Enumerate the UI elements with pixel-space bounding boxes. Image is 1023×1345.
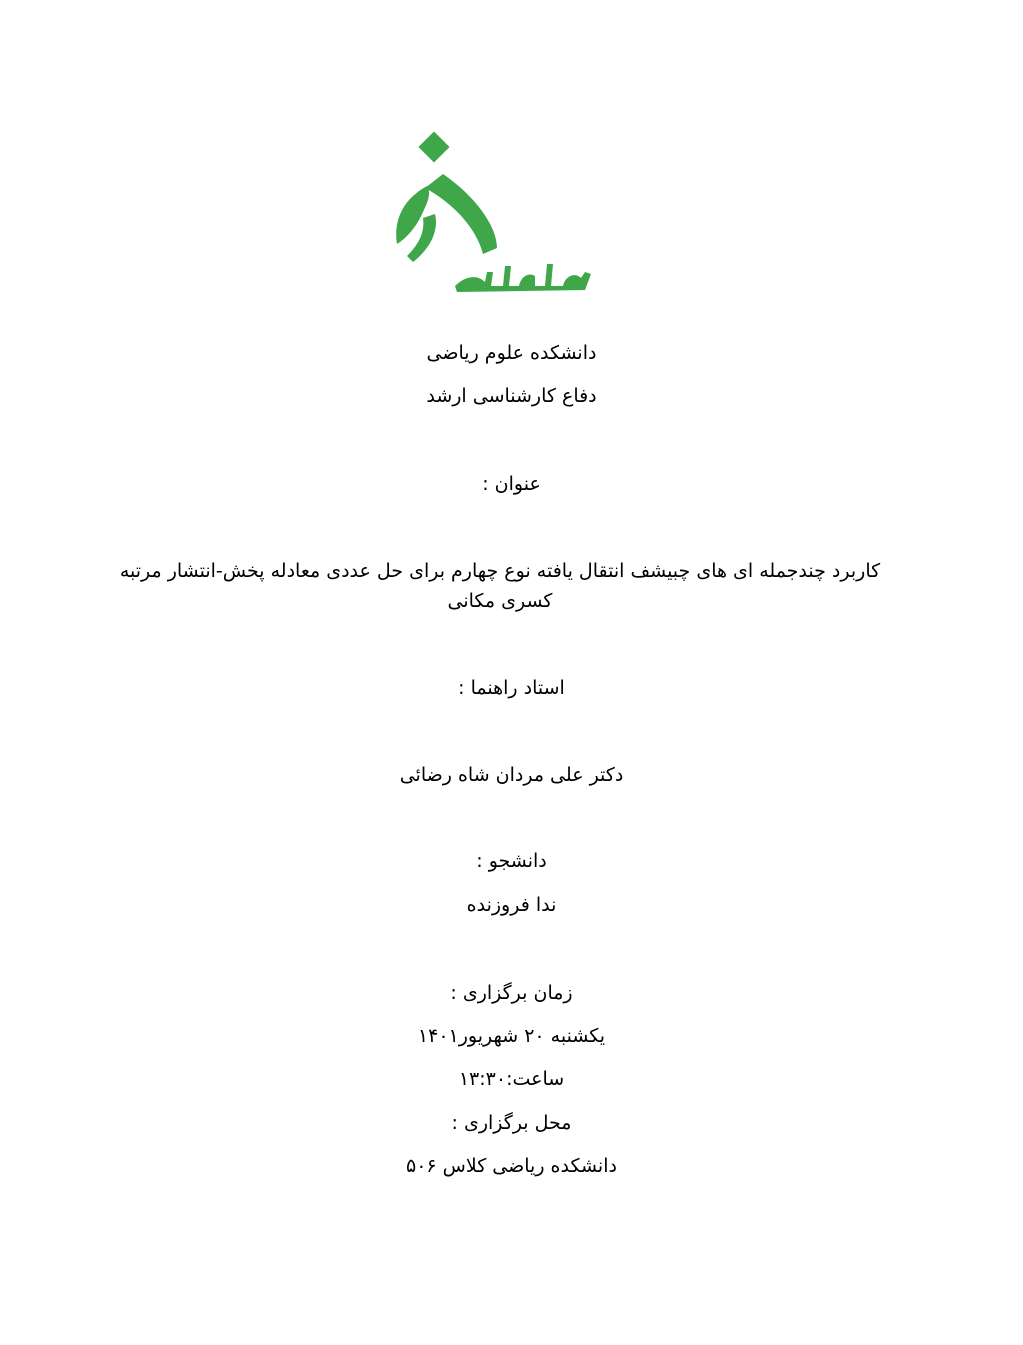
university-logo — [385, 126, 610, 301]
logo-stroke — [425, 174, 497, 254]
student-name: ندا فروزنده — [466, 894, 557, 916]
logo-script — [455, 264, 591, 292]
defense-hour: ساعت:۱۳:۳۰ — [458, 1068, 565, 1090]
thesis-title: کاربرد چندجمله ای های چبیشف انتقال یافته نوع چهارم برای حل عددی معادله پخش-انتشار مرتبه کسری مکانی — [119, 560, 881, 612]
place-label: محل برگزاری : — [451, 1112, 572, 1134]
logo-dot — [418, 131, 449, 162]
title-label: عنوان : — [482, 473, 541, 495]
defense-date: یکشنبه ۲۰ شهریور۱۴۰۱ — [417, 1025, 606, 1047]
event-type: دفاع کارشناسی ارشد — [426, 385, 597, 407]
supervisor-label: استاد راهنما : — [458, 677, 565, 699]
time-label: زمان برگزاری : — [450, 982, 573, 1004]
faculty-name: دانشکده علوم ریاضی — [426, 342, 597, 364]
supervisor-name: دکتر علی مردان شاه رضائی — [399, 764, 624, 786]
defense-place: دانشکده ریاضی کلاس ۵۰۶ — [406, 1155, 617, 1177]
student-label: دانشجو : — [476, 850, 547, 872]
logo-text: دانشگاه الزهرا — [531, 294, 539, 295]
